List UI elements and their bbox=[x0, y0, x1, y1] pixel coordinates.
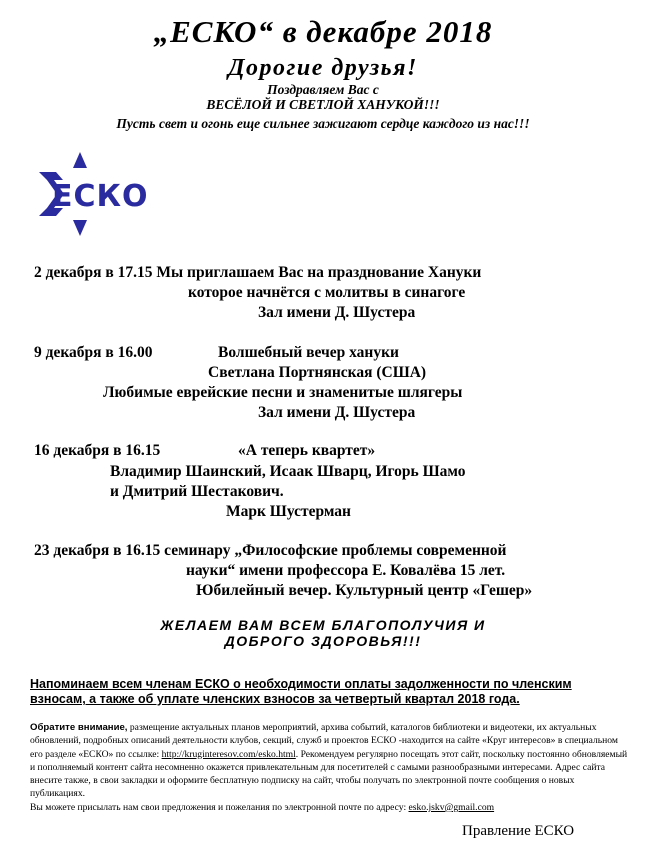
greeting-line-2: ВЕСЁЛОЙ И СВЕТЛОЙ ХАНУКОЙ!!! bbox=[206, 97, 440, 112]
greeting-line-1: Поздравляем Вас с bbox=[267, 82, 379, 97]
notice-lead: Обратите внимание, bbox=[30, 722, 128, 733]
wish-line-2: ДОБРОГО ЗДОРОВЬЯ!!! bbox=[224, 633, 422, 649]
event-1-line-1: 2 декабря в 17.15 Мы приглашаем Вас на празднование Хануки bbox=[34, 264, 482, 281]
signature: Правление ЕСКО bbox=[462, 823, 575, 839]
membership-reminder: Напоминаем всем членам ЕСКО о необходимости оплаты задолженности по членским взносам, а также об уплате членских взносов за четвертый квартал 2018 года. bbox=[30, 677, 572, 706]
event-4-line-2: науки“ имени профессора Е. Ковалёва 15 лет. bbox=[186, 562, 506, 579]
greeting-line-3: Пусть свет и огонь еще сильнее зажигают сердце каждого из нас!!! bbox=[116, 116, 530, 131]
email-link[interactable]: esko.jskv@gmail.com bbox=[408, 801, 495, 813]
event-2-venue: Зал имени Д. Шустера bbox=[258, 404, 416, 421]
esko-logo bbox=[36, 152, 158, 236]
event-2-description: Любимые еврейские песни и знаменитые шлягеры bbox=[103, 384, 463, 401]
event-3-title: «А теперь квартет» bbox=[238, 442, 376, 459]
event-3-performers-2: и Дмитрий Шестакович. bbox=[110, 483, 284, 500]
notice-text-2: . Рекомендуем регулярно посещать этот сайт, поскольку постоянно обновляемый и пополняемый контент сайта несомненно окажется привлекательным для посетителей с самыми разнообразными интересами. Адрес сайта внесите также, в свои закладки и оформите бесплатную подписку на сайт, чтобы получать по электронной почте сообщения о новых публикациях. bbox=[30, 748, 628, 800]
event-3-date: 16 декабря в 16.15 bbox=[34, 442, 161, 459]
notice-text-3: Вы можете присылать нам свои предложения и пожелания по электронной почте по адресу: bbox=[30, 801, 409, 813]
logo-text: ЕСКО bbox=[52, 179, 149, 214]
event-1-line-2: которое начнётся с молитвы в синагоге bbox=[188, 284, 466, 301]
event-4-line-3: Юбилейный вечер. Культурный центр «Гешер» bbox=[196, 582, 533, 599]
wish-line-1: ЖЕЛАЕМ ВАМ ВСЕМ БЛАГОПОЛУЧИЯ И bbox=[160, 617, 486, 633]
page-title: „ЕСКО“ в декабре 2018 bbox=[153, 14, 493, 49]
page-subtitle: Дорогие друзья! bbox=[228, 55, 418, 81]
event-2-date: 9 декабря в 16.00 bbox=[34, 344, 153, 361]
event-2-performer: Светлана Портнянская (США) bbox=[208, 364, 427, 381]
event-1-venue: Зал имени Д. Шустера bbox=[258, 304, 416, 321]
event-3-performers-1: Владимир Шаинский, Исаак Шварц, Игорь Шамо bbox=[110, 463, 466, 480]
event-4-line-1: 23 декабря в 16.15 семинару „Философские проблемы современной bbox=[34, 542, 507, 559]
notice-text-1: размещение актуальных планов мероприятий, архива событий, каталогов библиотеки и видеотеки, их актуальных обновлений, подробных описаний деятельности клубов, секций, служб и проектов ЕСКО -находится на сайте «Круг интересов» в специальном его разделе «ЕСКО» по ссылке: bbox=[30, 722, 618, 760]
website-link[interactable]: http://kruginteresov.com/esko.html bbox=[161, 748, 296, 760]
event-2-title: Волшебный вечер хануки bbox=[218, 344, 399, 361]
website-notice bbox=[30, 721, 630, 814]
event-3-host: Марк Шустерман bbox=[226, 503, 351, 520]
